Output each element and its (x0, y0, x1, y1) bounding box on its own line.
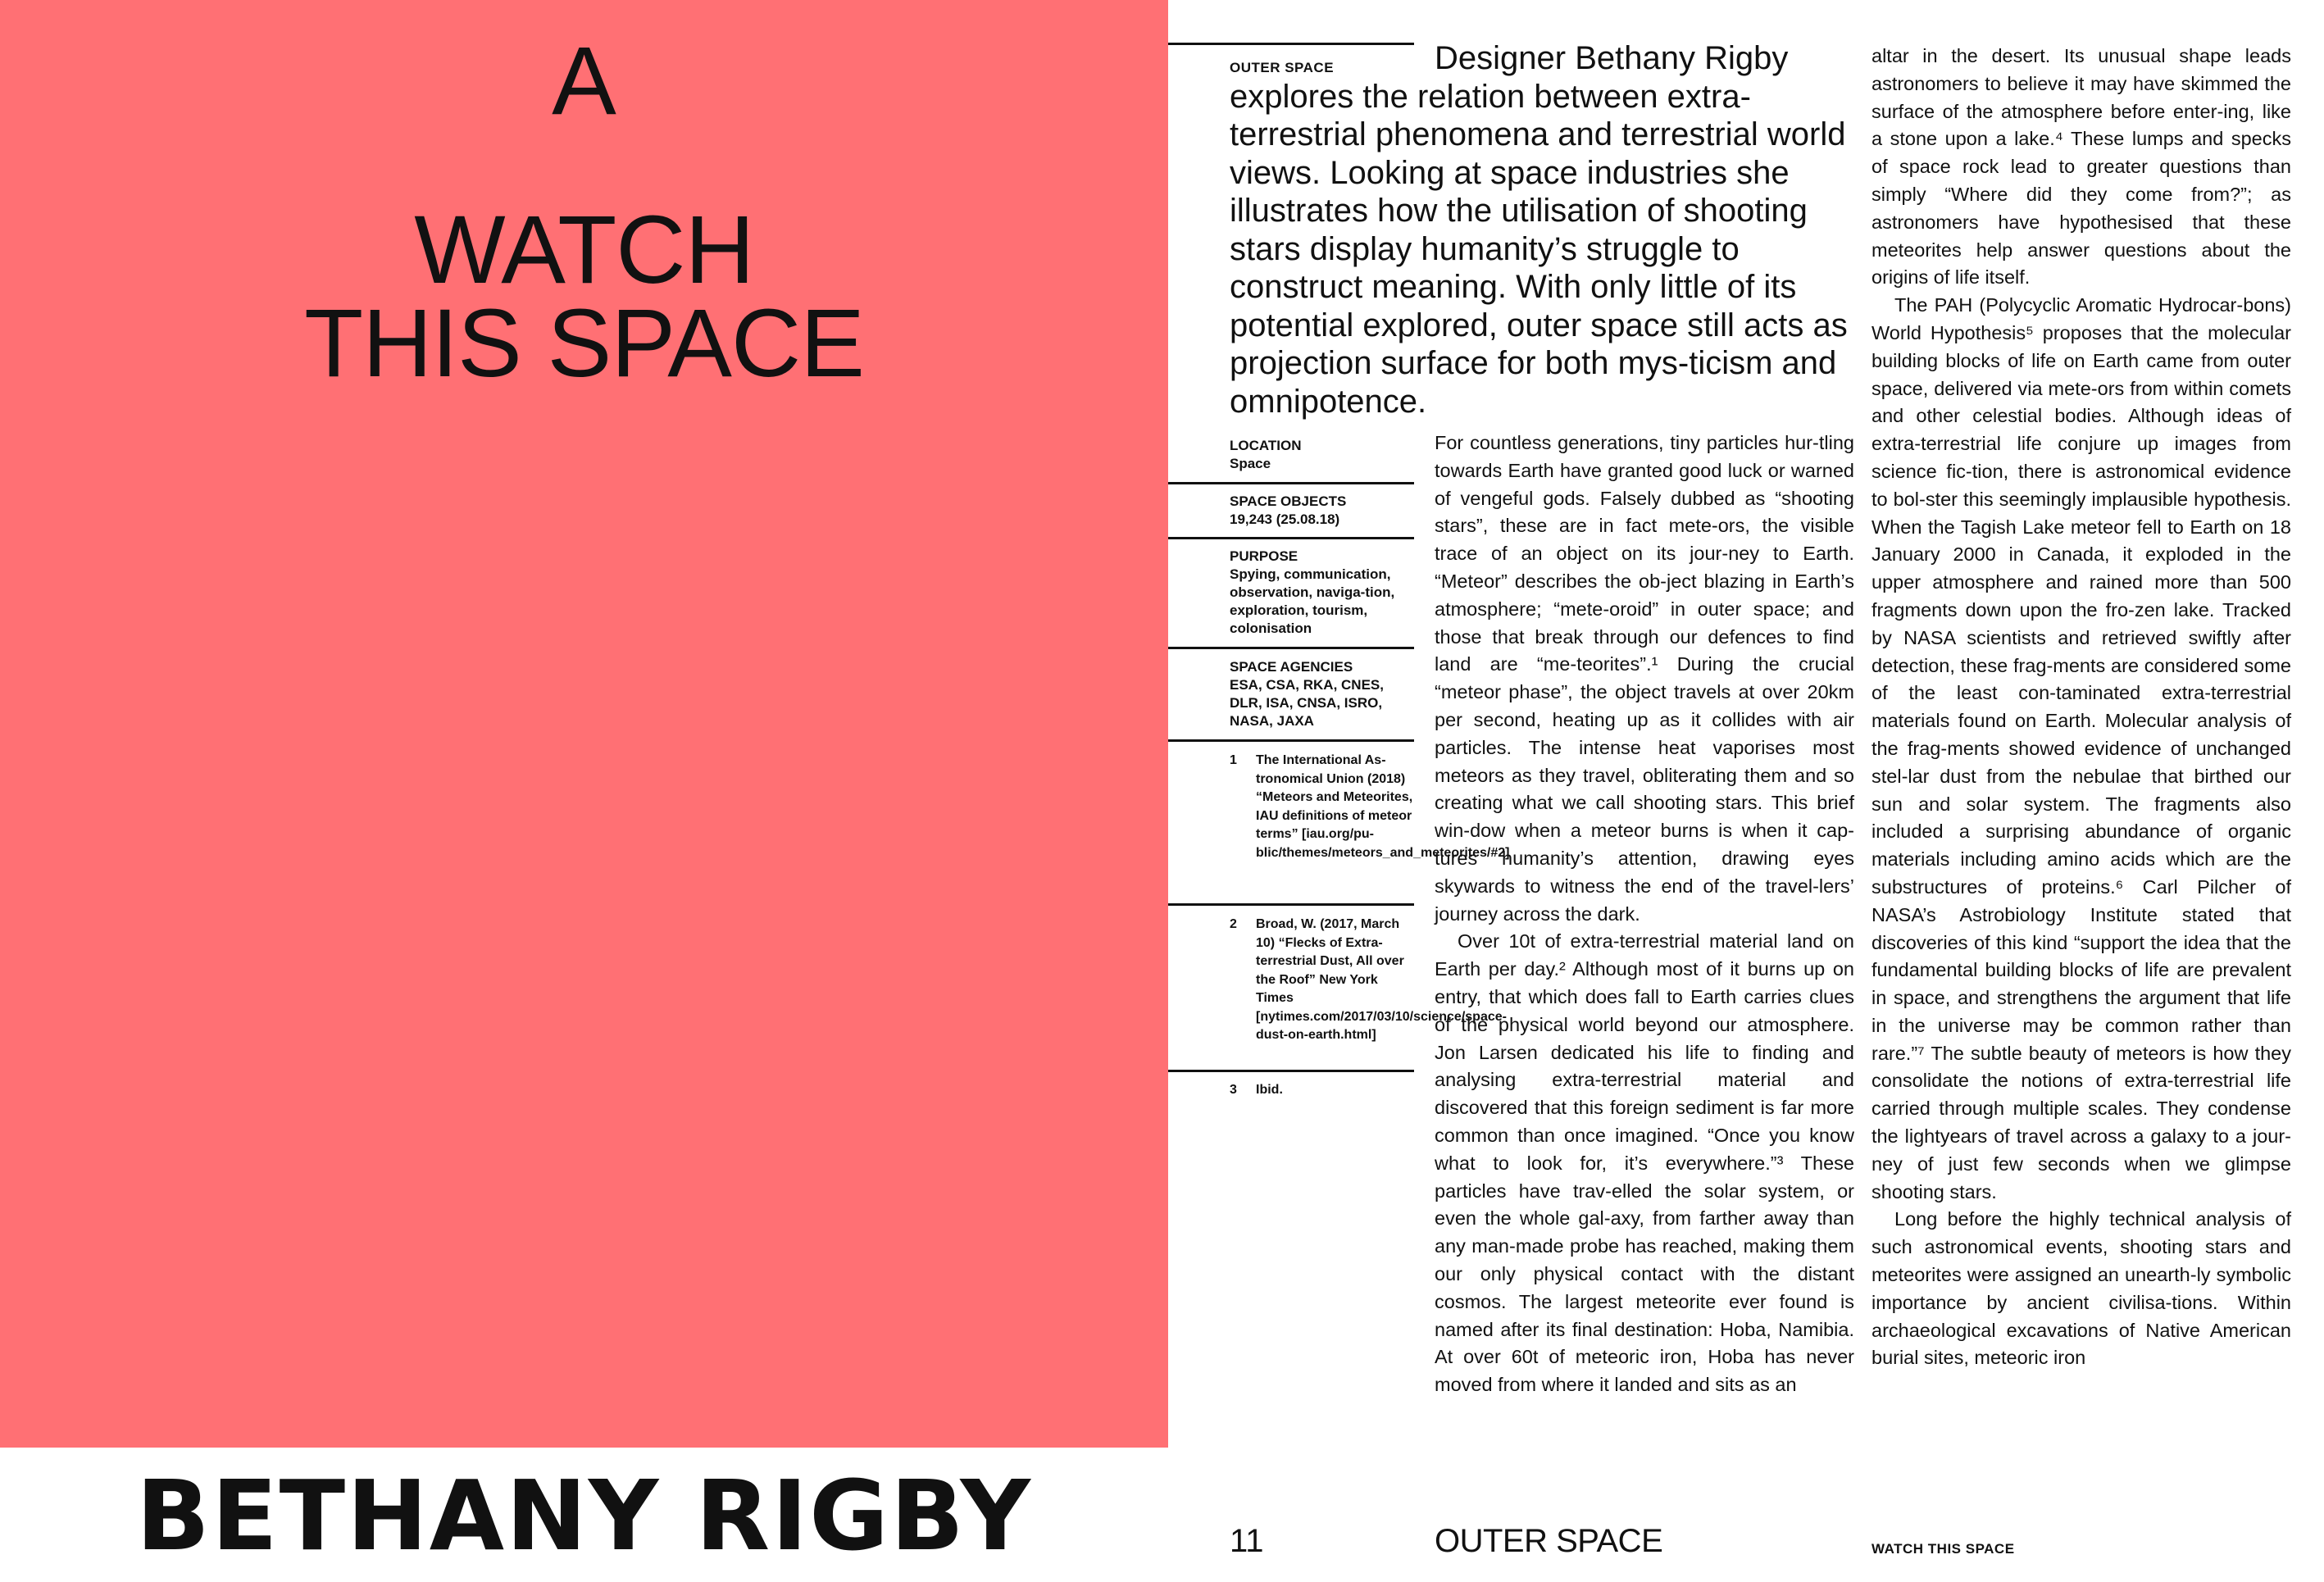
body-column-2 (1871, 43, 2291, 1372)
body-paragraph: Over 10t of extra-terrestrial material land on Earth per day.² Although most of it burns up on entry, that which does fall to Earth carries clues of the physical world beyond our atmosphere. Jon Larsen dedicated his life to finding and analysing extra-terrestrial material and discovered that this foreign sediment is far more common than once imagined. “Once you know what to look for, it’s everywhere.”³ These particles have trav-elled the solar system, or even the whole gal-axy, from farther away than any man-made probe has reached, making them our only physical contact with the distant cosmos. The largest meteorite ever found is named after its final destination: Hoba, Namibia. At over 60t of meteoric iron, Hoba has never moved from where it landed and sits as an (1435, 930, 1854, 1396)
meta-label: PURPOSE (1230, 548, 1298, 564)
body-paragraph: altar in the desert. Its unusual shape leads astronomers to believe it may have skimmed the surface of the atmosphere before enter-ing, like a stone upon a lake.⁴ These lumps and specks of space rock lead to greater questions than simply “Where did they come from?”; as astronomers have hypothesised that these meteorites help answer questions about the origins of life itself. (1871, 45, 2291, 289)
meta-label: SPACE OBJECTS (1230, 493, 1347, 509)
divider (1168, 537, 1414, 539)
title-line-1: WATCH (414, 196, 754, 304)
meta-space-objects (1230, 493, 1414, 529)
footnote-number: 1 (1230, 753, 1237, 767)
footnote (1230, 916, 1507, 1045)
meta-space-agencies (1230, 658, 1414, 730)
body-paragraph: Long before the highly technical analysis of such astronomical events, shooting stars and meteorites were assigned an unearth-ly symbolic importance by ancient civilisa-tions. Within archaeological excavations of Native American burial sites, meteoric iron (1871, 1208, 2291, 1369)
footnote-number: 3 (1230, 1083, 1237, 1097)
meta-label: LOCATION (1230, 438, 1302, 453)
author-name: BETHANY RIGBY (136, 1459, 1032, 1572)
divider (1168, 739, 1414, 742)
divider (1168, 1070, 1414, 1072)
meta-purpose (1230, 548, 1414, 638)
footnote-text: Broad, W. (2017, March 10) “Flecks of Extra-terrestrial Dust, All over the Roof” New York Times [nytimes.com/2017/03/10/science/space-dust-on-earth.html] (1256, 917, 1507, 1042)
running-title: WATCH THIS SPACE (1871, 1541, 2015, 1557)
divider (1168, 482, 1414, 484)
meta-value: 19,243 (25.08.18) (1230, 511, 1340, 527)
meta-value: ESA, CSA, RKA, CNES, DLR, ISA, CNSA, ISRO, NASA, JAXA (1230, 677, 1384, 729)
footnote (1230, 1081, 1414, 1100)
meta-location (1230, 437, 1414, 473)
title-line-2: THIS SPACE (304, 289, 864, 398)
divider (1168, 647, 1414, 649)
meta-label: SPACE AGENCIES (1230, 659, 1353, 675)
meta-value: Space (1230, 456, 1271, 471)
footnote-text: The International As-tronomical Union (2018) “Meteors and Meteorites, IAU definitions of meteor terms” [iau.org/pu-blic/themes/meteors_and_meteorites/#2] (1256, 753, 1510, 860)
body-paragraph: The PAH (Polycyclic Aromatic Hydrocar-bons) World Hypothesis⁵ proposes that the molecular building blocks of life on Earth came from outer space, delivered via mete-ors from within comets and other celestial bodies. Although ideas of extra-terrestrial life conjure up images from science fic-tion, there is astronomical evidence to bol-ster this seemingly implausible hypothesis. When the Tagish Lake meteor fell to Earth on 18 January 2000 in Canada, it exploded in the upper atmosphere and rained more than 500 fragments down upon the fro-zen lake. Tracked by NASA scientists and retrieved swiftly after detection, these frag-ments are considered some of the least con-taminated extra-terrestrial materials found on Earth. Molecular analysis of the frag-ments showed evidence of unchanged stel-lar dust from the nebulae that birthed our sun and solar system. The fragments also included a surprising abundance of organic materials including amino acids which are the substructures of proteins.⁶ Carl Pilcher of NASA’s Astrobiology Institute stated that discoveries of this kind “support the idea that the fundamental building blocks of life are prevalent in space, and strengthens the argument that life in the universe may be common rather than rare.”⁷ The subtle beauty of meteors is how they consolidate the notions of extra-terrestrial life carried through multiple scales. They condense the lightyears of travel across a galaxy to a jour-ney of just few seconds when we glimpse shooting stars. (1871, 294, 2291, 1202)
section-label: OUTER SPACE (1230, 60, 1335, 75)
body-paragraph: For countless generations, tiny particles hur-tling towards Earth have granted good luck or warned of vengeful gods. Falsely dubbed as “shooting stars”, these are in fact mete-ors, the visible trace of an object on its jour-ney to Earth. “Meteor” describes the ob-ject blazing in Earth’s atmosphere; “mete-oroid” in outer space; and those that break through our defences to find land are “me-teorites”.¹ During the crucial “meteor phase”, the object travels at over 20km per second, heating up as it collides with air particles. The intense heat vaporises most meteors as they travel, obliterating them and so creating what we call shooting stars. This brief win-dow when a meteor burns is when it cap-tures humanity’s attention, drawing eyes skywards to witness the end of the travel-lers’ journey across the dark. (1435, 432, 1854, 925)
section-footer: OUTER SPACE (1435, 1523, 1663, 1559)
title-panel (0, 0, 1168, 1448)
body-column-1 (1435, 430, 1854, 1399)
footnote-text: Ibid. (1256, 1083, 1283, 1097)
page-title (0, 196, 1168, 398)
footnote (1230, 752, 1510, 862)
footnote-number: 2 (1230, 917, 1237, 931)
divider (1168, 903, 1414, 906)
lede-paragraph: Designer Bethany Rigby explores the relation between extra-terrestrial phenomena and terrestrial world views. Looking at space industries she illustrates how the utilisation of shooting stars display humanity’s struggle to construct meaning. With only little of its potential explored, outer space still acts as projection surface for both mys-ticism and omnipotence. (1230, 40, 1848, 420)
title-article-a: A (552, 27, 616, 135)
page-number: 11 (1230, 1523, 1264, 1559)
meta-value: Spying, communication, observation, naviga-tion, exploration, tourism, colonisation (1230, 566, 1395, 636)
